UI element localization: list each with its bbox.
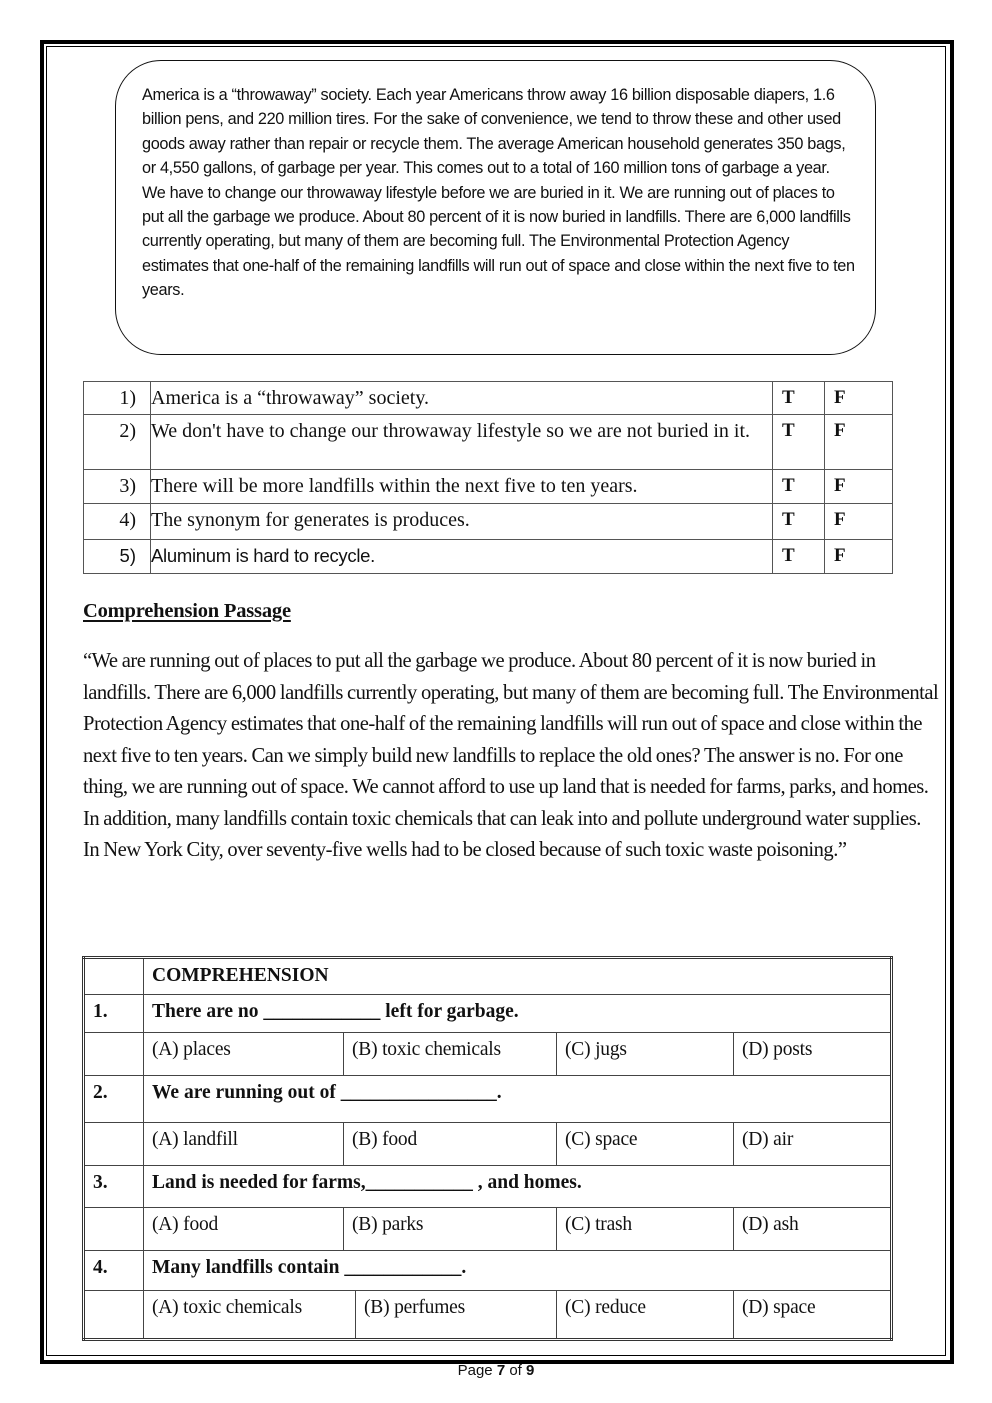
question-row bbox=[84, 1076, 892, 1123]
option-d[interactable]: (D) air bbox=[742, 1129, 794, 1150]
question-number: 4. bbox=[84, 1251, 144, 1291]
tf-statement: Aluminum is hard to recycle. bbox=[151, 540, 773, 574]
options-cell bbox=[144, 1208, 892, 1251]
question-text: There are no ____________ left for garbage. bbox=[144, 995, 892, 1033]
question-number: 3. bbox=[84, 1166, 144, 1208]
reading-callout-box bbox=[115, 60, 876, 355]
tf-false-option[interactable]: F bbox=[825, 470, 893, 504]
section-heading: Comprehension Passage bbox=[83, 600, 291, 622]
tf-true-option[interactable]: T bbox=[773, 504, 825, 540]
tf-false-option[interactable]: F bbox=[825, 504, 893, 540]
tf-row bbox=[84, 415, 893, 470]
options-number-cell bbox=[84, 1291, 144, 1340]
tf-statement: We don't have to change our throwaway lifestyle so we are not buried in it. bbox=[151, 415, 773, 470]
option-c[interactable]: (C) jugs bbox=[557, 1033, 734, 1075]
option-b[interactable]: (B) toxic chemicals bbox=[344, 1033, 557, 1075]
question-row bbox=[84, 1251, 892, 1291]
option-a[interactable]: (A) toxic chemicals bbox=[144, 1291, 356, 1338]
option-d[interactable]: (D) ash bbox=[742, 1214, 799, 1235]
comprehension-table bbox=[82, 956, 893, 1341]
callout-text: America is a “throwaway” society. Each year Americans throw away 16 billion disposable diapers, 1.6 billion pens, and 220 million tires. For the sake of convenience, we tend to throw these and other used goods away rather than repair or recycle them. The average American household generates 350 bags, or 4,550 gallons, of garbage per year. This comes out to a total of 160 million tons of garbage a year. We have to change our throwaway lifestyle before we are buried in it. We are running out of places to put all the garbage we produce. About 80 percent of it is now buried in landfills. There are 6,000 landfills currently operating, but many of them are becoming full. The Environmental Protection Agency estimates that one-half of the remaining landfills will run out of space and close within the next five to ten years. bbox=[142, 86, 855, 300]
header-number-cell bbox=[84, 958, 144, 995]
options-cell bbox=[144, 1123, 892, 1166]
options-row bbox=[84, 1033, 892, 1076]
options-row bbox=[84, 1123, 892, 1166]
footer-of-label: of bbox=[509, 1362, 522, 1379]
comprehension-header: COMPREHENSION bbox=[144, 958, 892, 995]
page-footer bbox=[0, 1362, 992, 1379]
true-false-table bbox=[83, 381, 893, 574]
option-a[interactable]: (A) places bbox=[144, 1033, 344, 1075]
tf-false-option[interactable]: F bbox=[825, 540, 893, 574]
tf-row bbox=[84, 504, 893, 540]
question-number: 1. bbox=[84, 995, 144, 1033]
option-b[interactable]: (B) parks bbox=[344, 1208, 557, 1250]
tf-row bbox=[84, 470, 893, 504]
comprehension-passage-text: “We are running out of places to put all the garbage we produce. About 80 percent of it is now buried in landfills. There are 6,000 landfills currently operating, but many of them are becoming full. The Environmental Protection Agency estimates that one-half of the remaining landfills will run out of space and close within the next five to ten years. Can we simply build new landfills to replace the old ones? The answer is no. For one thing, we are running out of space. We cannot afford to use up land that is needed for farms, parks, and homes. In addition, many landfills contain toxic chemicals that can leak into and pollute underground water supplies. In New York City, over seventy-five wells had to be closed because of such toxic waste poisoning.” bbox=[83, 650, 939, 861]
option-a[interactable]: (A) food bbox=[144, 1208, 344, 1250]
footer-total-pages: 9 bbox=[526, 1362, 535, 1379]
question-number: 2. bbox=[84, 1076, 144, 1123]
options-row bbox=[84, 1208, 892, 1251]
tf-number: 2) bbox=[84, 415, 151, 470]
comprehension-header-row bbox=[84, 958, 892, 995]
tf-true-option[interactable]: T bbox=[773, 415, 825, 470]
tf-false-option[interactable]: F bbox=[825, 382, 893, 415]
options-cell bbox=[144, 1033, 892, 1076]
options-number-cell bbox=[84, 1123, 144, 1166]
tf-number: 3) bbox=[84, 470, 151, 504]
tf-true-option[interactable]: T bbox=[773, 382, 825, 415]
option-b[interactable]: (B) food bbox=[344, 1123, 557, 1165]
options-row bbox=[84, 1291, 892, 1340]
tf-statement: America is a “throwaway” society. bbox=[151, 382, 773, 415]
question-text: Land is needed for farms,___________ , and homes. bbox=[144, 1166, 892, 1208]
tf-number: 5) bbox=[84, 540, 151, 574]
tf-true-option[interactable]: T bbox=[773, 540, 825, 574]
options-number-cell bbox=[84, 1033, 144, 1076]
tf-statement: The synonym for generates is produces. bbox=[151, 504, 773, 540]
option-a[interactable]: (A) landfill bbox=[144, 1123, 344, 1165]
options-number-cell bbox=[84, 1208, 144, 1251]
option-d[interactable]: (D) space bbox=[742, 1297, 816, 1318]
option-c[interactable]: (C) space bbox=[557, 1123, 734, 1165]
question-row bbox=[84, 995, 892, 1033]
option-b[interactable]: (B) perfumes bbox=[356, 1291, 557, 1338]
tf-statement: There will be more landfills within the next five to ten years. bbox=[151, 470, 773, 504]
tf-row bbox=[84, 540, 893, 574]
footer-current-page: 7 bbox=[496, 1362, 506, 1379]
option-c[interactable]: (C) trash bbox=[557, 1208, 734, 1250]
tf-number: 1) bbox=[84, 382, 151, 415]
footer-page-label: Page bbox=[457, 1362, 493, 1379]
options-cell bbox=[144, 1291, 892, 1340]
tf-row bbox=[84, 382, 893, 415]
option-c[interactable]: (C) reduce bbox=[557, 1291, 734, 1338]
tf-true-option[interactable]: T bbox=[773, 470, 825, 504]
question-text: We are running out of ________________. bbox=[144, 1076, 892, 1123]
question-text: Many landfills contain ____________. bbox=[144, 1251, 892, 1291]
question-row bbox=[84, 1166, 892, 1208]
tf-number: 4) bbox=[84, 504, 151, 540]
tf-false-option[interactable]: F bbox=[825, 415, 893, 470]
option-d[interactable]: (D) posts bbox=[742, 1039, 813, 1060]
